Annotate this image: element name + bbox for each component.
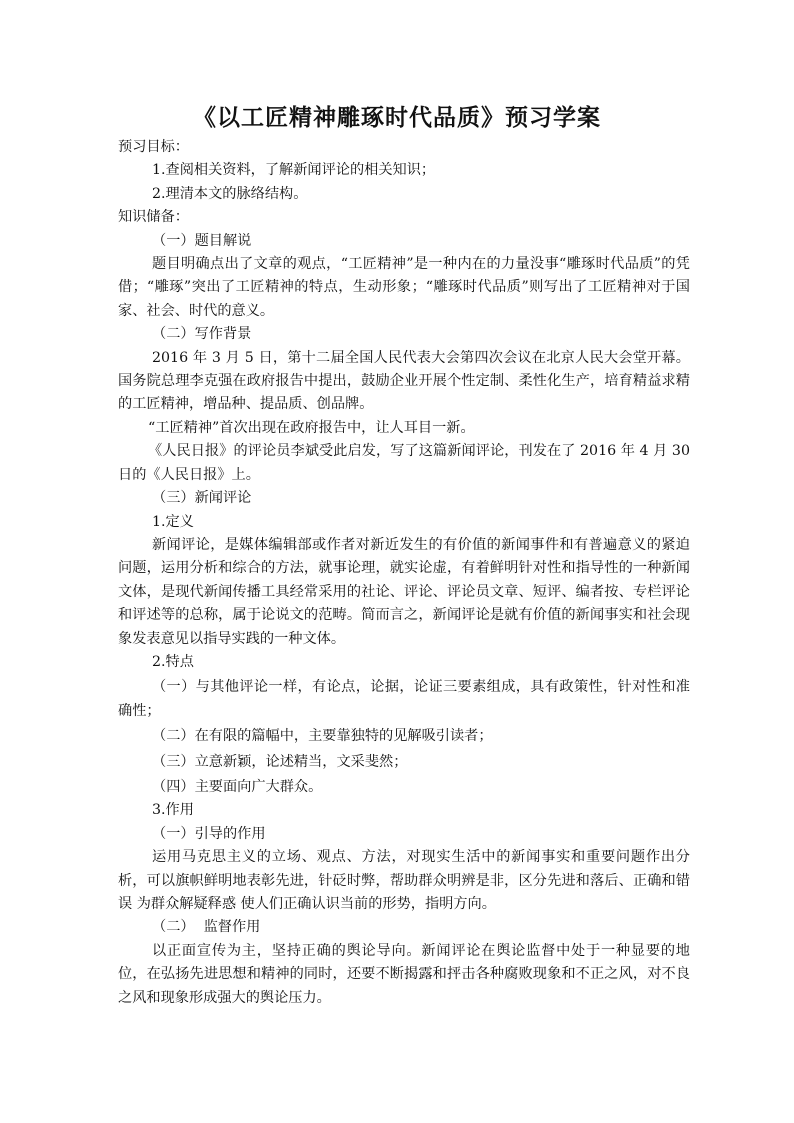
item-heading-features: 2.特点 (152, 653, 194, 670)
item-heading-function: 3.作用 (152, 802, 194, 819)
subheading-title-explanation: （一）题目解说 (152, 232, 252, 249)
goal-item-2: 2.理清本文的脉络结构。 (152, 185, 308, 202)
feature-item-3: （三）立意新颖，论述精当，文采斐然； (152, 753, 408, 770)
paragraph-supervision: 以正面宣传为主，坚持正确的舆论导向。新闻评论在舆论监督中处于一种显要的地位，在弘扬先进思想和精神的同时，还要不断揭露和抨击各种腐败现象和不正之风，对不良之风和现象形成强大的舆论压力。 (118, 942, 690, 1006)
section-heading-preview-goals: 预习目标： (118, 139, 189, 155)
goal-item-1: 1.查阅相关资料，了解新闻评论的相关知识； (152, 162, 436, 179)
feature-item-2: （二）在有限的篇幅中，主要靠独特的见解吸引读者； (152, 728, 493, 745)
function-subheading-guidance: （一）引导的作用 (152, 825, 266, 842)
paragraph-title-explanation: 题目明确点出了文章的观点，“工匠精神”是一种内在的力量没事“雕琢时代品质”的凭借；“雕琢”突出了工匠精神的特点，生动形象；“雕琢时代品质”则写出了工匠精神对于国家、社会、时代的意义。 (118, 256, 690, 319)
section-heading-knowledge: 知识储备： (118, 209, 189, 226)
paragraph-writing-background: 2016 年 3 月 5 日，第十二届全国人民代表大会第四次会议在北京人民大会堂开幕。国务院总理李克强在政府报告中提出，鼓励企业开展个性定制、柔性化生产，培育精益求精的工匠精神，增品种、提品质、创品牌。 (118, 349, 690, 413)
subheading-news-commentary: （三）新闻评论 (152, 490, 252, 507)
feature-item-4: （四）主要面向广大群众。 (152, 778, 323, 795)
item-heading-definition: 1.定义 (152, 513, 194, 530)
paragraph-guidance: 运用马克思主义的立场、观点、方法，对现实生活中的新闻事实和重要问题作出分析，可以旗帜鲜明地表彰先进，针砭时弊，帮助群众明辨是非，区分先进和落后、正确和错误 为群众解疑释惑 使人们正确认识当前的形势，指明方向。 (118, 849, 690, 912)
paragraph-peoples-daily: 《人民日报》的评论员李斌受此启发，写了这篇新闻评论，刊发在了 2016 年 4 月 30 日的《人民日报》上。 (118, 443, 690, 483)
function-subheading-supervision: （二） 监督作用 (152, 919, 261, 936)
paragraph-craftsman-spirit-note: “工匠精神”首次出现在政府报告中，让人耳目一新。 (148, 419, 475, 436)
document-body (118, 136, 690, 1010)
page-title: 《以工匠精神雕琢时代品质》预习学案 (193, 104, 601, 131)
feature-item-1: （一）与其他评论一样，有论点，论据，论证三要素组成，具有政策性，针对性和准确性； (118, 679, 690, 719)
subheading-writing-background: （二）写作背景 (152, 326, 252, 343)
paragraph-definition: 新闻评论，是媒体编辑部或作者对新近发生的有价值的新闻事件和有普遍意义的紧迫问题，运用分析和综合的方法，就事论理，就实论虚，有着鲜明针对性和指导性的一种新闻文体，是现代新闻传播工具经常采用的社论、评论、评论员文章、短评、编者按、专栏评论和评述等的总称，属于论说文的范畴。简而言之，新闻评论是就有价值的新闻事实和社会现象发表意见以指导实践的一种文体。 (118, 536, 690, 647)
